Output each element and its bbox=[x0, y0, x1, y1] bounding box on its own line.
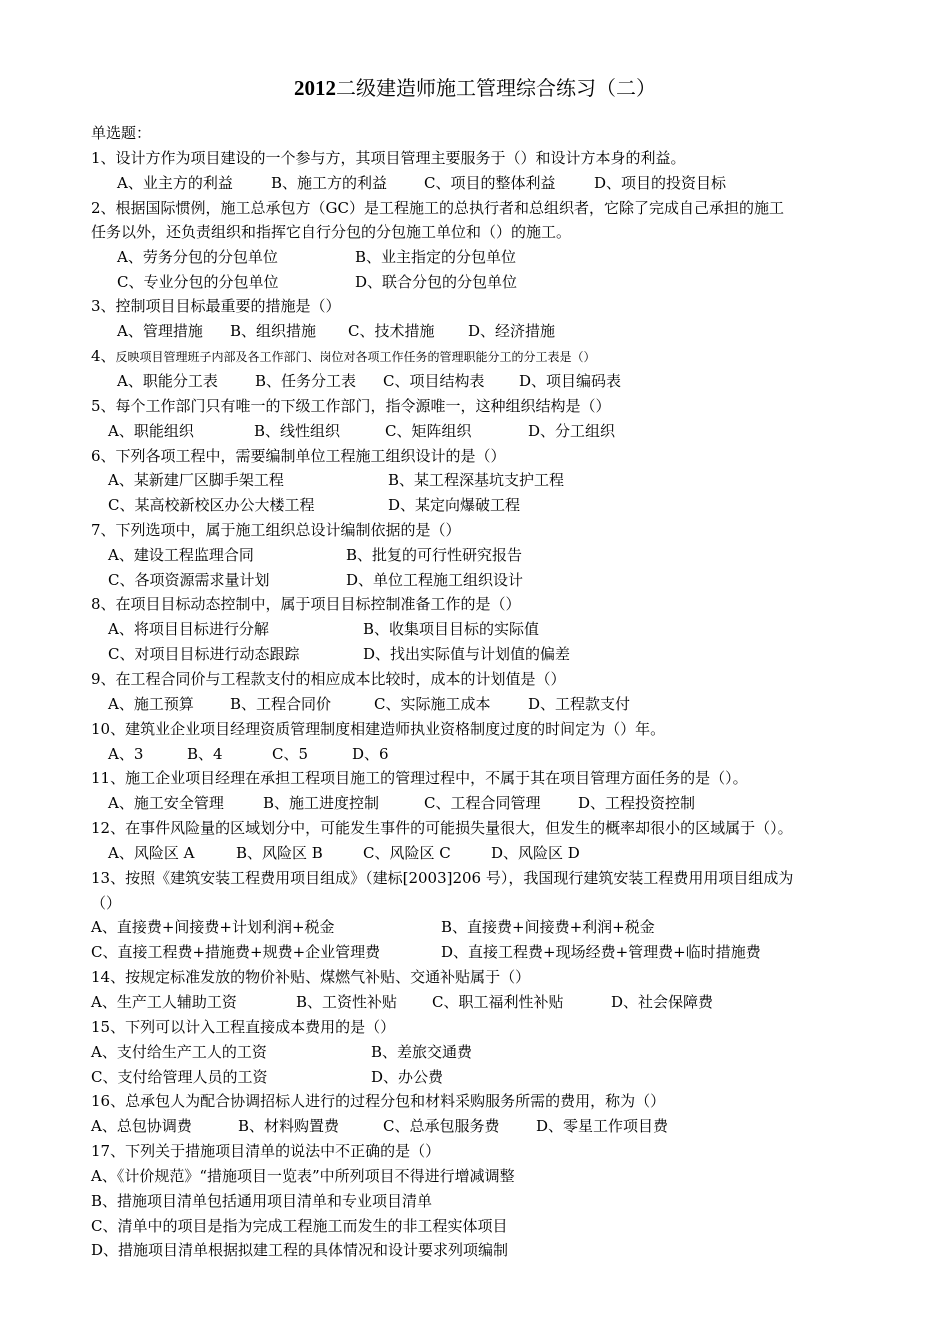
q2-option-d: D、联合分包的分包单位 bbox=[355, 273, 518, 291]
q6-option-c: C、某高校新校区办公大楼工程 bbox=[108, 496, 315, 514]
question-4 bbox=[91, 346, 596, 367]
q15-option-a: A、支付给生产工人的工资 bbox=[91, 1043, 267, 1061]
question-1: 1、设计方作为项目建设的一个参与方，其项目管理主要服务于（）和设计方本身的利益。 bbox=[91, 149, 686, 167]
question-5: 5、每个工作部门只有唯一的下级工作部门，指令源唯一，这种组织结构是（） bbox=[91, 397, 611, 415]
q15-option-c: C、支付给管理人员的工资 bbox=[91, 1068, 268, 1086]
q12-option-d: D、风险区 D bbox=[491, 844, 580, 862]
q1-option-b: B、施工方的利益 bbox=[271, 174, 388, 192]
q4-option-c: C、项目结构表 bbox=[383, 372, 485, 390]
q14-option-a: A、生产工人辅助工资 bbox=[91, 993, 237, 1011]
q2-option-b: B、业主指定的分包单位 bbox=[355, 248, 517, 266]
q9-option-c: C、实际施工成本 bbox=[374, 695, 491, 713]
q4-option-a: A、职能分工表 bbox=[117, 372, 218, 390]
title-year: 2012 bbox=[294, 76, 336, 100]
q14-option-b: B、工资性补贴 bbox=[296, 993, 398, 1011]
question-3: 3、控制项目目标最重要的措施是（） bbox=[91, 297, 341, 315]
q13-option-b: B、直接费+间接费+利润+税金 bbox=[441, 918, 655, 936]
question-2-line-2: 任务以外，还负责组织和指挥它自行分包的分包施工单位和（）的施工。 bbox=[91, 223, 572, 241]
q16-option-a: A、总包协调费 bbox=[91, 1117, 192, 1135]
q3-option-d: D、经济措施 bbox=[468, 322, 556, 340]
question-8: 8、在项目目标动态控制中，属于项目目标控制准备工作的是（） bbox=[91, 595, 521, 613]
q13-option-c: C、直接工程费+措施费+规费+企业管理费 bbox=[91, 943, 381, 961]
q6-option-a: A、某新建厂区脚手架工程 bbox=[108, 471, 284, 489]
q7-option-b: B、批复的可行性研究报告 bbox=[346, 546, 523, 564]
question-13-line-2: （） bbox=[91, 894, 122, 912]
q14-option-d: D、社会保障费 bbox=[611, 993, 714, 1011]
q7-option-c: C、各项资源需求量计划 bbox=[108, 571, 270, 589]
question-6: 6、下列各项工程中，需要编制单位工程施工组织设计的是（） bbox=[91, 447, 506, 465]
q8-option-b: B、收集项目目标的实际值 bbox=[363, 620, 540, 638]
q11-option-c: C、工程合同管理 bbox=[424, 794, 541, 812]
q4-text: 反映项目管理班子内部及各工作部门、岗位对各项工作任务的管理职能分工的分工表是（） bbox=[115, 350, 596, 364]
q3-option-c: C、技术措施 bbox=[348, 322, 435, 340]
q4-number: 4、 bbox=[91, 347, 116, 365]
q5-option-b: B、线性组织 bbox=[254, 422, 341, 440]
q17-option-b: B、措施项目清单包括通用项目清单和专业项目清单 bbox=[91, 1192, 433, 1210]
q5-option-c: C、矩阵组织 bbox=[385, 422, 472, 440]
title-text: 二级建造师施工管理综合练习（二） bbox=[336, 76, 656, 100]
q9-option-a: A、施工预算 bbox=[108, 695, 194, 713]
q3-option-a: A、管理措施 bbox=[117, 322, 203, 340]
q15-option-b: B、差旅交通费 bbox=[371, 1043, 473, 1061]
question-15: 15、下列可以计入工程直接成本费用的是（） bbox=[91, 1018, 396, 1036]
q10-option-c: C、5 bbox=[272, 745, 309, 763]
q8-option-c: C、对项目目标进行动态跟踪 bbox=[108, 645, 300, 663]
q12-option-b: B、风险区 B bbox=[236, 844, 323, 862]
question-11: 11、施工企业项目经理在承担工程项目施工的管理过程中，不属于其在项目管理方面任务的是（）。 bbox=[91, 769, 748, 787]
q10-option-b: B、4 bbox=[187, 745, 223, 763]
q6-option-b: B、某工程深基坑支护工程 bbox=[388, 471, 565, 489]
q5-option-a: A、职能组织 bbox=[108, 422, 194, 440]
page-title bbox=[0, 75, 950, 101]
q4-option-d: D、项目编码表 bbox=[519, 372, 622, 390]
q1-option-c: C、项目的整体利益 bbox=[424, 174, 556, 192]
q16-option-d: D、零星工作项目费 bbox=[536, 1117, 669, 1135]
question-17: 17、下列关于措施项目清单的说法中不正确的是（） bbox=[91, 1142, 441, 1160]
q6-option-d: D、某定向爆破工程 bbox=[388, 496, 521, 514]
section-heading: 单选题： bbox=[91, 124, 152, 142]
q17-option-a: A、《计价规范》“措施项目一览表”中所列项目不得进行增减调整 bbox=[91, 1167, 515, 1185]
question-13-line-1: 13、按照《建筑安装工程费用项目组成》（建标[2003]206 号），我国现行建筑安装工程费用用项目组成为 bbox=[91, 869, 794, 887]
q13-option-d: D、直接工程费+现场经费+管理费+临时措施费 bbox=[441, 943, 761, 961]
question-12: 12、在事件风险量的区域划分中，可能发生事件的可能损失量很大，但发生的概率却很小的区域属于（）。 bbox=[91, 819, 793, 837]
q13-option-a: A、直接费+间接费+计划利润+税金 bbox=[91, 918, 335, 936]
q2-option-a: A、劳务分包的分包单位 bbox=[117, 248, 278, 266]
q15-option-d: D、办公费 bbox=[371, 1068, 444, 1086]
q3-option-b: B、组织措施 bbox=[230, 322, 317, 340]
q11-option-b: B、施工进度控制 bbox=[263, 794, 380, 812]
q5-option-d: D、分工组织 bbox=[528, 422, 616, 440]
question-9: 9、在工程合同价与工程款支付的相应成本比较时，成本的计划值是（） bbox=[91, 670, 566, 688]
q12-option-c: C、风险区 C bbox=[363, 844, 451, 862]
q8-option-d: D、找出实际值与计划值的偏差 bbox=[363, 645, 571, 663]
q2-option-c: C、专业分包的分包单位 bbox=[117, 273, 279, 291]
q4-option-b: B、任务分工表 bbox=[255, 372, 357, 390]
q16-option-b: B、材料购置费 bbox=[238, 1117, 340, 1135]
question-10: 10、建筑业企业项目经理资质管理制度相建造师执业资格制度过度的时间定为（）年。 bbox=[91, 720, 666, 738]
q9-option-d: D、工程款支付 bbox=[528, 695, 631, 713]
q10-option-d: D、6 bbox=[352, 745, 389, 763]
q14-option-c: C、职工福利性补贴 bbox=[432, 993, 564, 1011]
question-7: 7、下列选项中，属于施工组织总设计编制依据的是（） bbox=[91, 521, 461, 539]
q7-option-d: D、单位工程施工组织设计 bbox=[346, 571, 524, 589]
question-2-line-1: 2、根据国际惯例，施工总承包方（GC）是工程施工的总执行者和总组织者，它除了完成自己承担的施工 bbox=[91, 199, 785, 217]
q11-option-a: A、施工安全管理 bbox=[108, 794, 224, 812]
q7-option-a: A、建设工程监理合同 bbox=[108, 546, 254, 564]
q17-option-d: D、措施项目清单根据拟建工程的具体情况和设计要求列项编制 bbox=[91, 1241, 509, 1259]
question-14: 14、按规定标准发放的物价补贴、煤燃气补贴、交通补贴属于（） bbox=[91, 968, 531, 986]
q17-option-c: C、清单中的项目是指为完成工程施工而发生的非工程实体项目 bbox=[91, 1217, 508, 1235]
question-16: 16、总承包人为配合协调招标人进行的过程分包和材料采购服务所需的费用，称为（） bbox=[91, 1092, 666, 1110]
q16-option-c: C、总承包服务费 bbox=[383, 1117, 500, 1135]
q11-option-d: D、工程投资控制 bbox=[578, 794, 696, 812]
q1-option-a: A、业主方的利益 bbox=[117, 174, 233, 192]
q10-option-a: A、3 bbox=[108, 745, 144, 763]
q12-option-a: A、风险区 A bbox=[108, 844, 195, 862]
q9-option-b: B、工程合同价 bbox=[230, 695, 332, 713]
q1-option-d: D、项目的投资目标 bbox=[594, 174, 727, 192]
q8-option-a: A、将项目目标进行分解 bbox=[108, 620, 269, 638]
